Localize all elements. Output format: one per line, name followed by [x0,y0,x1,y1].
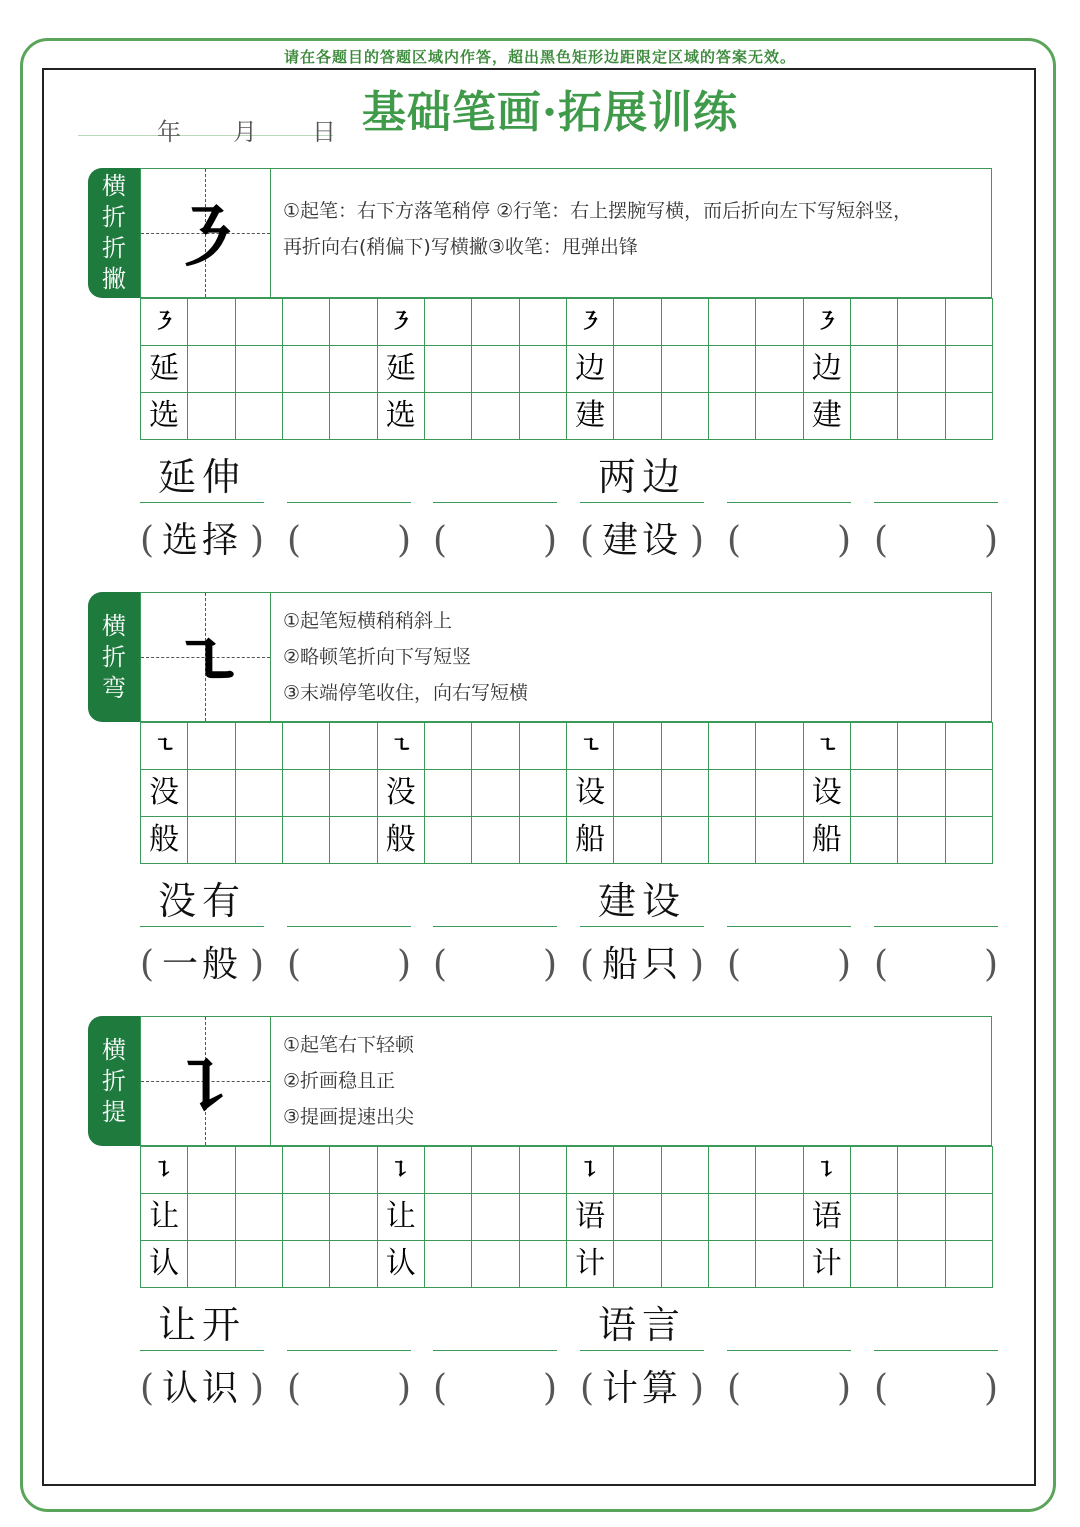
stroke-practice-row [141,723,993,770]
paren-blank[interactable]: ( ) [727,944,851,985]
word-blank[interactable] [433,1302,557,1351]
paren-blank[interactable]: ( ) [874,944,998,985]
page-title: 基础笔画·拓展训练 [361,87,739,138]
char-sample: 让 [141,1194,188,1241]
demo-stroke-cell [141,593,271,721]
word-sample: 建设 [580,878,704,927]
stroke-sample: ㇋ [566,299,613,346]
word-blank[interactable] [287,1302,411,1351]
word-blank[interactable] [433,878,557,927]
paren-blank[interactable]: ( ) [287,520,411,561]
date-day-label: 日 [312,118,336,146]
word-sample: 延伸 [140,454,264,503]
char-sample: 认 [141,1241,188,1288]
paren-blank[interactable]: ( ) [433,520,557,561]
stroke-sample: ㇍ [141,723,188,770]
word-blank[interactable] [433,454,557,503]
char-trace[interactable]: 船 [803,817,850,864]
stroke-practice-row [141,299,993,346]
char-sample: 语 [566,1194,613,1241]
word-blank[interactable] [287,878,411,927]
stroke-name-tab: 横 折 折 撇 [88,168,140,298]
practice-grid [140,1146,993,1288]
char-sample: 边 [566,346,613,393]
demo-stroke-cell [141,1017,271,1145]
stroke-tips: ①起笔右下轻顿 ②折画稳且正 ③提画提速出尖 [283,1034,415,1128]
word-sample: 语言 [580,1302,704,1351]
char-practice-row [141,817,993,864]
paren-blank[interactable]: ( ) [727,520,851,561]
char-sample: 船 [566,817,613,864]
stroke-sample: ㇍ [566,723,613,770]
word-blank[interactable] [874,878,998,927]
stroke-sample: ㇊ [141,1147,188,1194]
paren-blank[interactable]: ( ) [287,1368,411,1409]
char-sample: 建 [566,393,613,440]
word-sample: 没有 [140,878,264,927]
stroke-trace[interactable]: ㇋ [377,299,424,346]
stroke-practice-row [141,1147,993,1194]
word-sample: 两边 [580,454,704,503]
char-sample: 般 [141,817,188,864]
date-line[interactable] [78,135,333,136]
char-sample: 计 [566,1241,613,1288]
char-trace[interactable]: 边 [803,346,850,393]
char-trace[interactable]: 让 [377,1194,424,1241]
char-trace[interactable]: 选 [377,393,424,440]
stroke-info-box [140,1016,992,1146]
paren-word-sample: ( 一般 ) [140,944,264,985]
date-year-label: 年 [157,118,181,146]
paren-word-sample: ( 认识 ) [140,1368,264,1409]
char-practice-row [141,770,993,817]
stroke-sample: ㇊ [566,1147,613,1194]
stroke-trace[interactable]: ㇊ [377,1147,424,1194]
char-sample: 设 [566,770,613,817]
demo-stroke-cell [141,169,271,297]
practice-grid [140,298,993,440]
stroke-trace[interactable]: ㇍ [377,723,424,770]
char-trace[interactable]: 建 [803,393,850,440]
stroke-sample: ㇋ [141,299,188,346]
stroke-info-box [140,592,992,722]
stroke-tips: ①起笔：右下方落笔稍停 ②行笔：右上摆腕写横，而后折向左下写短斜竖， 再折向右(稍偏下)写横撇③收笔：甩弹出锋 [283,200,913,258]
char-sample: 延 [141,346,188,393]
char-trace[interactable]: 般 [377,817,424,864]
word-blank[interactable] [287,454,411,503]
char-trace[interactable]: 延 [377,346,424,393]
stroke-trace[interactable]: ㇋ [803,299,850,346]
paren-word-sample: ( 船只 ) [580,944,704,985]
char-sample: 没 [141,770,188,817]
char-practice-row [141,1241,993,1288]
practice-grid [140,722,993,864]
demo-stroke-glyph: ㇍ [169,620,242,705]
answer-notice: 请在各题目的答题区域内作答，超出黑色矩形边距限定区域的答案无效。 [283,48,796,66]
paren-blank[interactable]: ( ) [433,944,557,985]
stroke-trace[interactable]: ㇊ [803,1147,850,1194]
date-month-label: 月 [233,118,257,146]
paren-blank[interactable]: ( ) [874,1368,998,1409]
stroke-name-tab: 横 折 弯 [88,592,140,722]
char-practice-row [141,393,993,440]
word-blank[interactable] [874,454,998,503]
paren-word-sample: ( 建设 ) [580,520,704,561]
char-trace[interactable]: 计 [803,1241,850,1288]
char-trace[interactable]: 认 [377,1241,424,1288]
stroke-name-tab: 横 折 提 [88,1016,140,1146]
char-practice-row [141,1194,993,1241]
word-blank[interactable] [727,1302,851,1351]
char-trace[interactable]: 没 [377,770,424,817]
word-blank[interactable] [727,454,851,503]
paren-word-sample: ( 计算 ) [580,1368,704,1409]
paren-word-sample: ( 选择 ) [140,520,264,561]
paren-blank[interactable]: ( ) [727,1368,851,1409]
char-trace[interactable]: 语 [803,1194,850,1241]
char-practice-row [141,346,993,393]
paren-blank[interactable]: ( ) [433,1368,557,1409]
stroke-info-box [140,168,992,298]
stroke-trace[interactable]: ㇍ [803,723,850,770]
stroke-tips: ①起笔短横稍稍斜上 ②略顿笔折向下写短竖 ③末端停笔收住，向右写短横 [283,610,529,704]
demo-stroke-glyph: ㇋ [169,196,242,281]
word-sample: 让开 [140,1302,264,1351]
paren-blank[interactable]: ( ) [287,944,411,985]
char-trace[interactable]: 设 [803,770,850,817]
demo-stroke-glyph: ㇊ [169,1044,242,1129]
word-blank[interactable] [874,1302,998,1351]
char-sample: 选 [141,393,188,440]
word-blank[interactable] [727,878,851,927]
paren-blank[interactable]: ( ) [874,520,998,561]
